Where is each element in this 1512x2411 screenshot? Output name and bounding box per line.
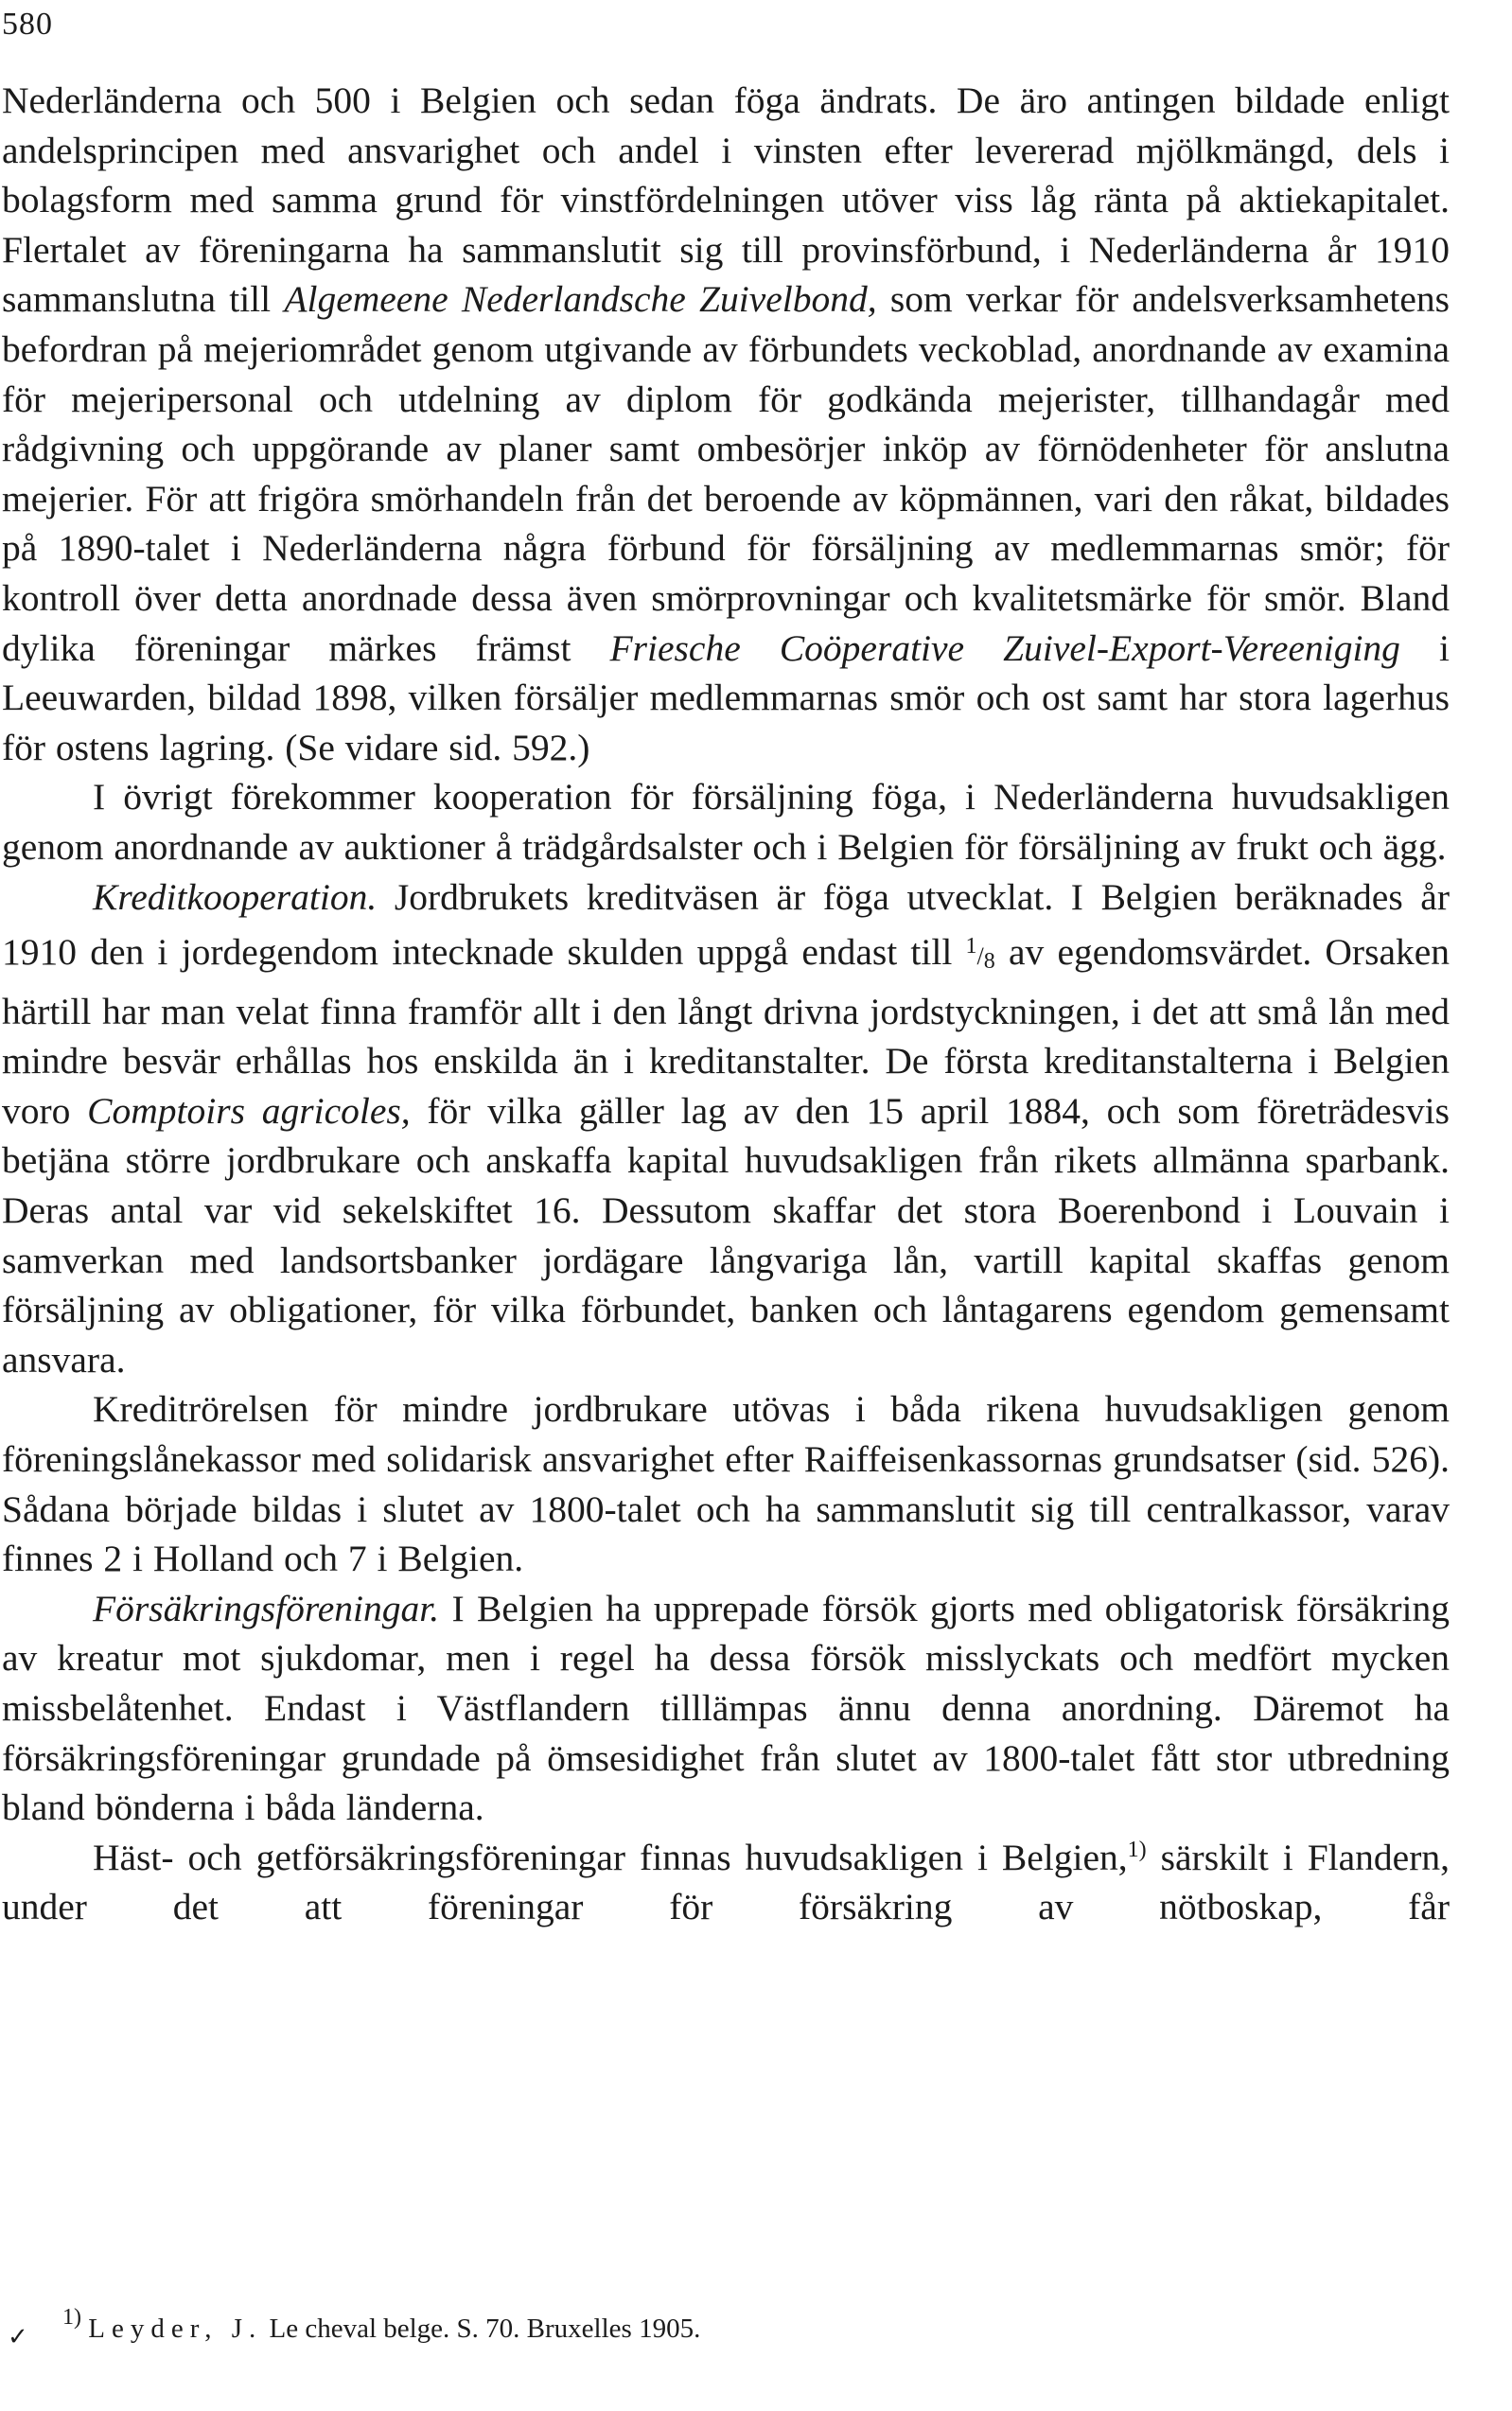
text-segment: I Belgien ha upprepade försök gjorts med obligatorisk försäkring av kreatur mot sjukdomar, men i regel ha dessa försök misslyckats och medfört mycken missbelåtenhet. Endast i Västflandern tilllämpas ännu denna anordning. Däremot ha försäkringsföreningar grundade på ömsesidighet från slutet av 1800-talet fått stor utbredning bland bönderna i båda länderna. (2, 1587, 1450, 1829)
italic-term: Algemeene Nederlandsche Zuivelbond, (284, 278, 877, 321)
text-segment: Nederländerna och 500 i Belgien och sedan föga ändrats. De äro antingen bildade enligt andelsprincipen med ansvarighet och andel i vinsten efter levererad mjölkmängd, dels i bolagsform med samma grund för vinstfördelningen utöver viss låg ränta på aktiekapitalet. Flertalet av föreningarna ha sammanslutit sig till provinsförbund, i Nederländerna år 1910 sammanslutna till (2, 79, 1450, 321)
footnote-marker: 1) (62, 2305, 81, 2330)
section-heading-kreditkooperation: Kreditkooperation. (93, 875, 378, 918)
footnote-text: Le cheval belge. S. 70. Bruxelles 1905. (262, 2314, 701, 2344)
italic-term: Comptoirs agricoles, (87, 1089, 411, 1132)
text-segment: särskilt i Flandern, under det att föreningar för försäkring av nötboskap, får (2, 1836, 1450, 1928)
text-segment: Häst- och getförsäkringsföreningar finnas huvudsakligen i Belgien, (93, 1836, 1128, 1878)
paragraph-sales-cooperation (2, 772, 1450, 871)
page-number: 580 (2, 7, 53, 42)
fraction-one-eighth (965, 934, 995, 975)
paragraph-horse-goat-insurance (2, 1833, 1450, 1932)
footnote-author: Leyder, J. (88, 2314, 263, 2344)
text-segment: I övrigt förekommer kooperation för försäljning föga, i Nederländerna huvudsakligen genom anordnande av auktioner å trädgårdsalster och i Belgien för försäljning av frukt och ägg. (2, 776, 1450, 868)
text-segment: Jordbrukets kreditväsen är föga utvecklat. I Belgien beräknades år 1910 den i jordegendom intecknade skulden uppgå endast till (2, 875, 1450, 974)
paragraph-credit-associations (2, 1384, 1450, 1583)
section-heading-forsakringsforeningar: Försäkringsföreningar. (93, 1587, 440, 1629)
text-segment: av egendomsvärdet. Orsaken härtill har man velat finna framför allt i den långt drivna jordstyckningen, i det att små lån med mindre besvär erhållas hos enskilda än i kreditanstalter. De första kreditanstalterna i Belgien voro (2, 931, 1450, 1132)
text-segment: Kreditrörelsen för mindre jordbrukare utövas i båda rikena huvudsakligen genom föreningslånekassor med solidarisk ansvarighet efter Raiffeisenkassornas grundsatser (sid. 526). Sådana började bildas i slutet av 1800-talet och ha sammanslutit sig till centralkassor, varav finnes 2 i Holland och 7 i Belgien. (2, 1388, 1450, 1580)
body-text (2, 76, 1450, 1932)
fraction-denominator: 8 (983, 949, 995, 975)
text-segment: i Leeuwarden, bildad 1898, vilken försäljer medlemmarnas smör och ost samt har stora lagerhus för ostens lagring. (Se vidare sid. 592.) (2, 626, 1450, 768)
check-mark: ✓ (8, 2323, 28, 2350)
italic-term: Friesche Coöperative Zuivel-Export-Vereeniging (609, 626, 1400, 669)
paragraph-credit-cooperation (2, 872, 1450, 1385)
text-segment: som verkar för andelsverksamhetens befordran på mejeriområdet genom utgivande av förbundets veckoblad, anordnande av examina för mejeripersonal och utdelning av diplom för godkända mejerister, tillhandagår med rådgivning och uppgörande av planer samt ombesörjer inköp av förnödenheter för anslutna mejerier. För att frigöra smörhandeln från det beroende av köpmännen, vari den råkat, bildades på 1890-talet i Nederländerna några förbund för försäljning av medlemmarnas smör; för kontroll över detta anordnade dessa även smörprovningar och kvalitetsmärke för smör. Bland dylika föreningar märkes främst (2, 278, 1450, 669)
paragraph-dairy-federations (2, 76, 1450, 772)
footnote (62, 2305, 1444, 2348)
paragraph-insurance (2, 1584, 1450, 1833)
text-segment: för vilka gäller lag av den 15 april 1884, och som företrädesvis betjäna större jordbrukare och anskaffa kapital huvudsakligen från rikets allmänna sparbank. Deras antal var vid sekelskiftet 16. Dessutom skaffar det stora Boerenbond i Louvain i samverkan med landsortsbanker jordägare långvariga lån, vartill kapital skaffas genom försäljning av obligationer, för vilka förbundet, banken och låntagarens egendom gemensamt ansvara. (2, 1089, 1450, 1381)
fraction-numerator: 1 (965, 934, 977, 959)
footnote-reference: 1) (1127, 1837, 1147, 1862)
fraction-slash: / (976, 942, 984, 971)
